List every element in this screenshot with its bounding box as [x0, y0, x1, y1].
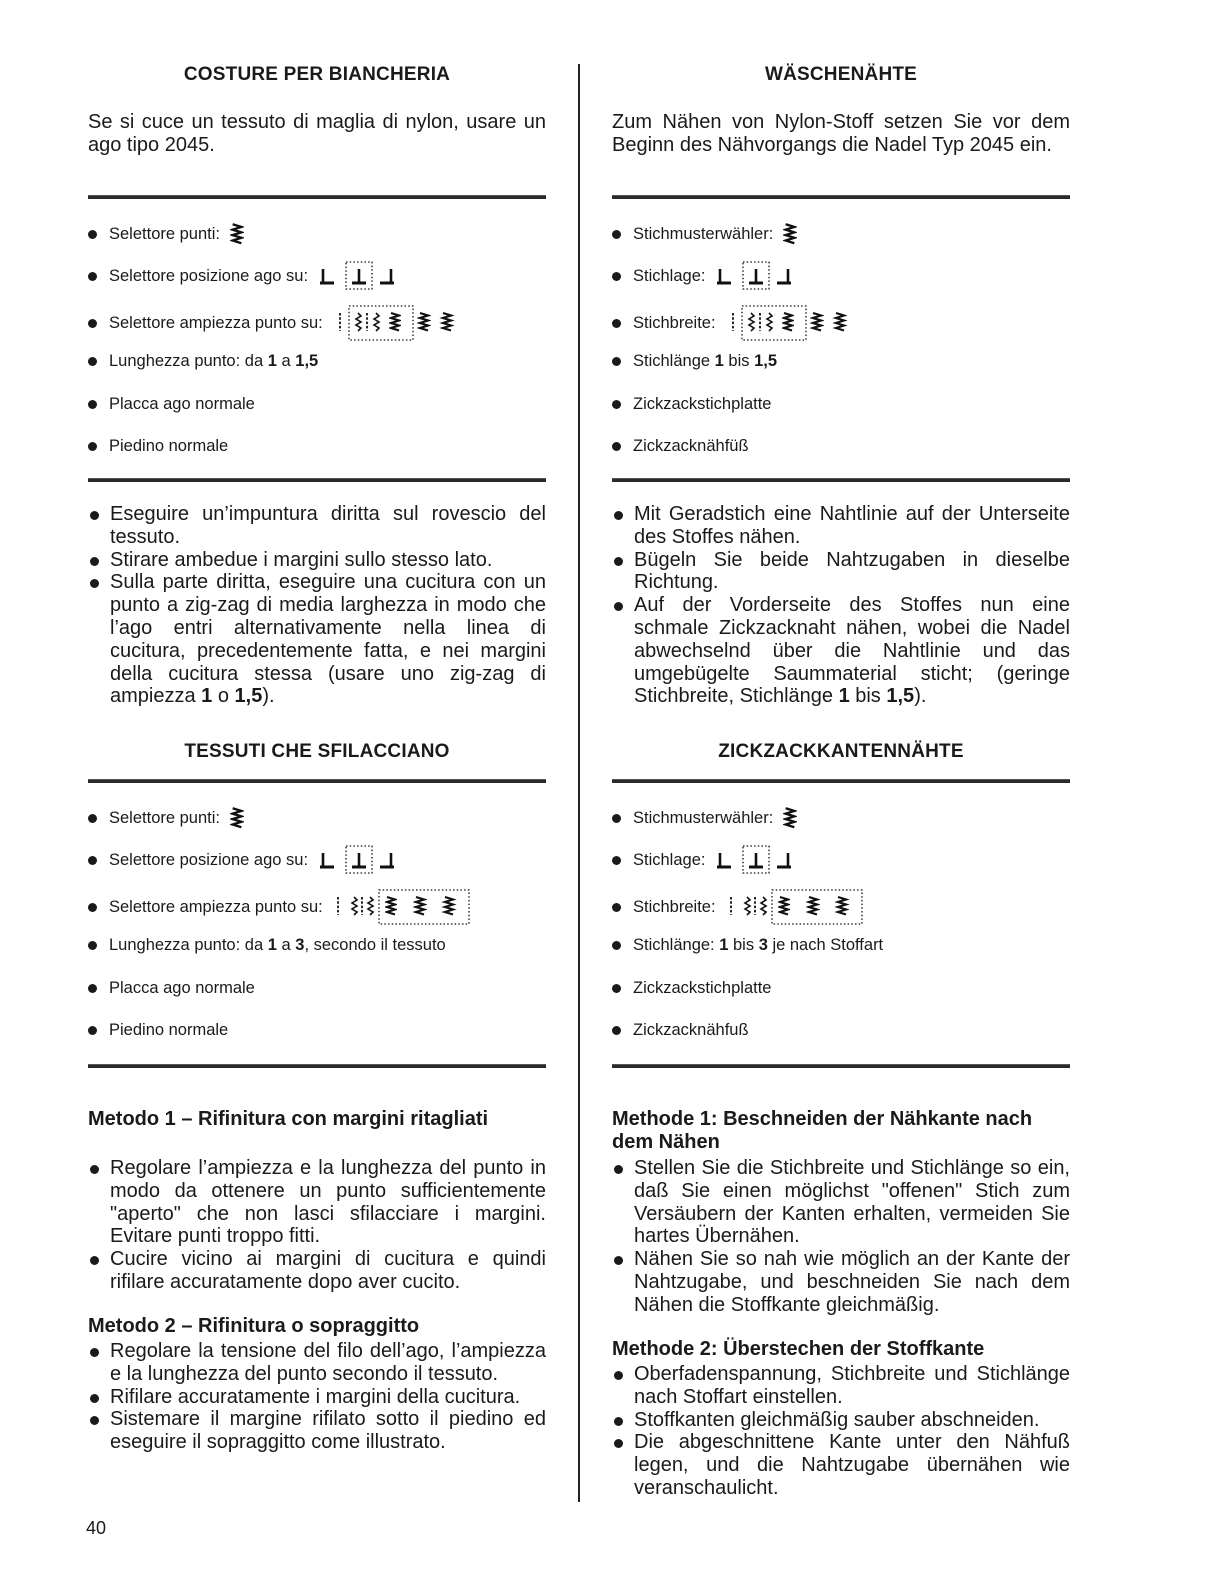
setting-stitch-selector: Selettore punti: — [88, 222, 546, 246]
list-item: Auf der Vorderseite des Stoffes nun eine schmale Zickzacknaht nähen, wobei die Nadel abwechselnd über die Nahtlinie und das umgebügelte Saummaterial sticht; (geringe Stichbreite, Stichlänge 1 bis 1,5). — [612, 594, 1070, 708]
bullet-icon — [88, 442, 97, 451]
stitch-width-icon — [726, 304, 854, 342]
bullet-icon — [612, 984, 621, 993]
list-item: Stellen Sie die Stichbreite und Stichlänge so ein, daß Sie einen möglichst "offenen" Stich zum Versäubern der Kanten erhalten, vermeiden Sie hartes Übernähen. — [612, 1157, 1070, 1248]
setting-needle-position: Selettore posizione ago su: — [88, 264, 546, 288]
setting-stitch-width: Stichbreite: — [612, 890, 1070, 924]
method-1-list — [612, 1157, 1070, 1317]
method-1-heading: Methode 1: Beschneiden der Nähkante nach dem Nähen — [612, 1108, 1033, 1153]
separator-rule — [88, 779, 546, 783]
setting-stitch-selector: Selettore punti: — [88, 806, 546, 830]
list-item: Regolare la tensione del filo dell’ago, l’ampiezza e la lunghezza del punto secondo il tessuto. — [88, 1340, 546, 1386]
stitch-width-icon — [726, 888, 868, 926]
list-item: Oberfadenspannung, Stichbreite und Stichlänge nach Stoffart einstellen. — [612, 1363, 1070, 1409]
needle-position-icon — [715, 845, 797, 875]
zigzag-stitch-icon — [783, 221, 797, 247]
separator-rule — [88, 195, 546, 199]
method-2-list — [612, 1363, 1070, 1500]
intro-paragraph: Zum Nähen von Nylon-Stoff setzen Sie vor dem Beginn des Nähvorgangs die Nadel Typ 2045 ein. — [612, 111, 1070, 156]
bullet-icon — [88, 984, 97, 993]
list-item: Stoffkanten gleichmäßig sauber abschneiden. — [612, 1409, 1070, 1432]
method-1-heading: Metodo 1 – Rifinitura con margini ritagliati — [88, 1108, 489, 1130]
zigzag-stitch-icon — [230, 221, 244, 247]
list-item: Mit Geradstich eine Nahtlinie auf der Unterseite des Stoffes nähen. — [612, 503, 1070, 549]
needle-position-icon — [318, 261, 400, 291]
bullet-icon — [612, 272, 621, 281]
needle-position-icon — [715, 261, 797, 291]
section-title-lingerie-seams: COSTURE PER BIANCHERIA — [183, 64, 451, 85]
bullet-icon — [88, 230, 97, 239]
separator-rule — [612, 1064, 1070, 1068]
method-2-heading: Metodo 2 – Rifinitura o sopraggitto — [88, 1315, 420, 1337]
list-item: Die abgeschnittene Kante unter den Nähfuß legen, und die Nahtzugabe übernähen wie veranschaulicht. — [612, 1431, 1070, 1499]
setting-stitch-width: Selettore ampiezza punto su: — [88, 890, 546, 924]
zigzag-stitch-icon — [230, 805, 244, 831]
setting-stitch-selector: Stichmusterwähler: — [612, 806, 1070, 830]
bullet-icon — [88, 272, 97, 281]
separator-rule — [88, 1064, 546, 1068]
section-title-fraying-fabrics: TESSUTI CHE SFILACCIANO — [184, 741, 450, 762]
bullet-icon — [612, 319, 621, 328]
bullet-icon — [612, 442, 621, 451]
stitch-width-icon — [333, 888, 475, 926]
bullet-icon — [612, 814, 621, 823]
bullet-icon — [612, 357, 621, 366]
italian-column — [88, 0, 546, 1584]
bullet-icon — [88, 941, 97, 950]
method-2-list — [88, 1340, 546, 1454]
setting-stitch-length: Stichlänge: 1 bis 3 je nach Stoffart — [612, 933, 1070, 957]
list-item: Nähen Sie so nah wie möglich an der Kante der Nahtzugabe, und beschneiden Sie nach dem Nähen die Stoffkante gleichmäßig. — [612, 1248, 1070, 1316]
section-title-zigzag-edge-seams: ZICKZACKKANTENNÄHTE — [718, 741, 964, 762]
bullet-icon — [612, 1026, 621, 1035]
separator-rule — [612, 478, 1070, 482]
method-1-list — [88, 1157, 546, 1294]
method-2-heading: Methode 2: Überstechen der Stoffkante — [612, 1338, 985, 1360]
list-item: Sistemare il margine rifilato sotto il piedino ed eseguire il sopraggitto come illustrato. — [88, 1408, 546, 1454]
setting-needle-plate: Placca ago normale — [88, 976, 546, 1000]
list-item: Stirare ambedue i margini sullo stesso lato. — [88, 549, 546, 572]
bullet-icon — [88, 400, 97, 409]
setting-needle-plate: Zickzackstichplatte — [612, 976, 1070, 1000]
bullet-icon — [612, 903, 621, 912]
setting-needle-position: Stichlage: — [612, 848, 1070, 872]
zigzag-stitch-icon — [783, 805, 797, 831]
setting-stitch-width: Selettore ampiezza punto su: — [88, 306, 546, 340]
bullet-icon — [88, 856, 97, 865]
setting-stitch-length: Lunghezza punto: da 1 a 1,5 — [88, 349, 546, 373]
setting-presser-foot: Zickzacknähfuß — [612, 1018, 1070, 1042]
bullet-icon — [88, 814, 97, 823]
setting-stitch-selector: Stichmusterwähler: — [612, 222, 1070, 246]
separator-rule — [612, 779, 1070, 783]
stitch-width-icon — [333, 304, 461, 342]
list-item: Sulla parte diritta, eseguire una cucitura con un punto a zig-zag di media larghezza in modo che l’ago entri alternativamente nella linea di cucitura, precedentemente fatta, e nei margini della cucitura stessa (usare uno zig-zag di ampiezza 1 o 1,5). — [88, 571, 546, 708]
setting-needle-plate: Placca ago normale — [88, 392, 546, 416]
bullet-icon — [612, 400, 621, 409]
bullet-icon — [88, 903, 97, 912]
list-item: Eseguire un’impuntura diritta sul rovescio del tessuto. — [88, 503, 546, 549]
section-title-lingerie-seams: WÄSCHENÄHTE — [764, 64, 918, 85]
setting-stitch-length: Stichlänge 1 bis 1,5 — [612, 349, 1070, 373]
needle-position-icon — [318, 845, 400, 875]
bullet-icon — [612, 941, 621, 950]
bullet-icon — [88, 1026, 97, 1035]
bullet-icon — [88, 357, 97, 366]
list-item: Rifilare accuratamente i margini della cucitura. — [88, 1386, 546, 1409]
setting-needle-position: Selettore posizione ago su: — [88, 848, 546, 872]
setting-presser-foot: Piedino normale — [88, 1018, 546, 1042]
separator-rule — [612, 195, 1070, 199]
setting-presser-foot: Piedino normale — [88, 434, 546, 458]
setting-needle-plate: Zickzackstichplatte — [612, 392, 1070, 416]
separator-rule — [88, 478, 546, 482]
bullet-icon — [88, 319, 97, 328]
setting-stitch-length: Lunghezza punto: da 1 a 3 , secondo il tessuto — [88, 933, 546, 957]
list-item: Cucire vicino ai margini di cucitura e quindi rifilare accuratamente dopo aver cucito. — [88, 1248, 546, 1294]
bullet-icon — [612, 230, 621, 239]
page-number: 40 — [86, 1518, 107, 1538]
setting-stitch-width: Stichbreite: — [612, 306, 1070, 340]
instruction-list — [612, 503, 1070, 708]
german-column — [612, 0, 1070, 1584]
setting-presser-foot: Zickzacknähfüß — [612, 434, 1070, 458]
instruction-list — [88, 503, 546, 708]
column-divider — [578, 64, 580, 1502]
intro-paragraph: Se si cuce un tessuto di maglia di nylon, usare un ago tipo 2045. — [88, 111, 546, 156]
list-item: Bügeln Sie beide Nahtzugaben in dieselbe Richtung. — [612, 549, 1070, 595]
setting-needle-position: Stichlage: — [612, 264, 1070, 288]
bullet-icon — [612, 856, 621, 865]
list-item: Regolare l’ampiezza e la lunghezza del punto in modo da ottenere un punto sufficientemente "aperto" che non lasci sfilacciare i margini. Evitare punti troppo fitti. — [88, 1157, 546, 1248]
